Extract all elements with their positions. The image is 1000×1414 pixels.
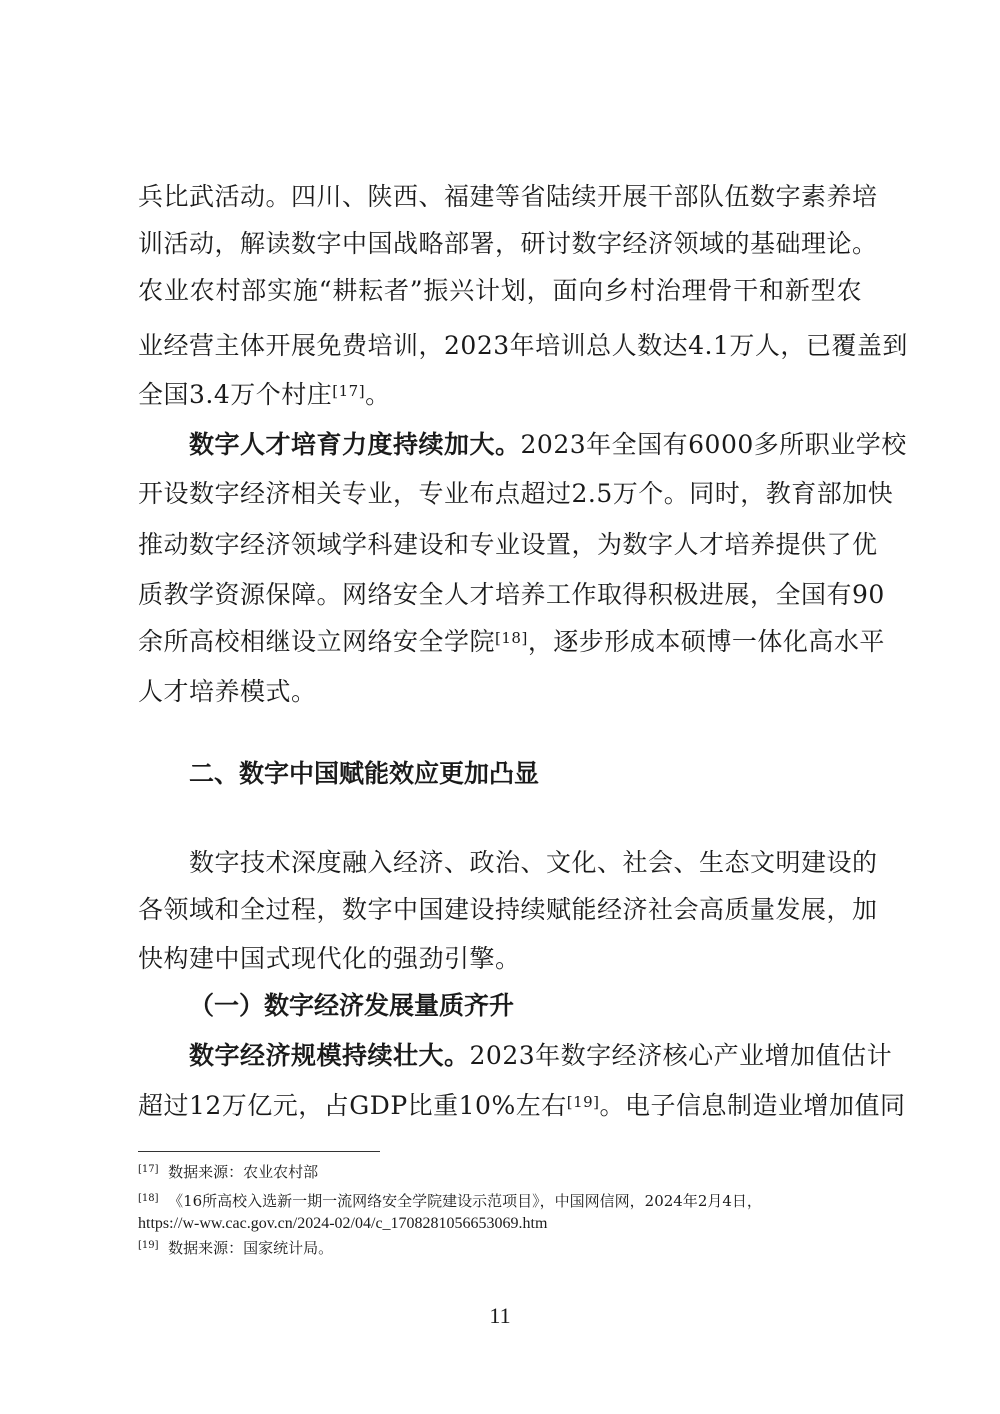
body-text-line: 开设数字经济相关专业，专业布点超过2.5万个。同时，教育部加快	[138, 479, 894, 508]
body-text-line: 兵比武活动。四川、陕西、福建等省陆续开展干部队伍数字素养培	[138, 182, 878, 211]
body-text-line	[138, 1086, 906, 1126]
footnote-text: 《16所高校入选新一期一流网络安全学院建设示范项目》，中国网信网，2024年2月4日，	[168, 1192, 762, 1210]
citation-ref[interactable]: [19]	[566, 1093, 600, 1111]
page-number: 11	[489, 1303, 511, 1328]
body-text: 2023年全国有6000多所职业学校	[520, 430, 907, 459]
body-text: 全国3.4万个村庄	[138, 380, 333, 409]
lead-sentence: 数字经济规模持续壮大。	[189, 1041, 470, 1070]
footnote-text: 数据来源：国家统计局。	[168, 1239, 334, 1257]
citation-ref[interactable]: [17]	[332, 382, 366, 400]
body-text-line	[138, 375, 862, 415]
footnote-ref: [18]	[138, 1193, 159, 1204]
lead-sentence: 数字人才培育力度持续加大。	[189, 430, 521, 459]
footnote-ref: [19]	[138, 1240, 159, 1251]
body-text-line: 数字技术深度融入经济、政治、文化、社会、生态文明建设的	[189, 848, 878, 877]
body-text: 2023年数字经济核心产业增加值估计	[469, 1041, 893, 1070]
body-text: 超过12万亿元，占GDP比重10%左右	[138, 1091, 567, 1120]
footnote-link[interactable]: https://w-ww.cac.gov.cn/2024-02/04/c_1708281056653069.htm	[138, 1215, 548, 1232]
footnote-ref: [17]	[138, 1164, 159, 1175]
body-text: 。	[365, 380, 391, 409]
body-text-line: 人才培养模式。	[138, 677, 317, 706]
footnote	[138, 1237, 333, 1259]
subsection-heading: （一）数字经济发展量质齐升	[189, 991, 515, 1020]
body-text-line	[189, 1036, 893, 1076]
body-text: ，逐步形成本硕博一体化高水平	[527, 627, 885, 656]
body-text: 余所高校相继设立网络安全学院	[138, 627, 496, 656]
footnote	[138, 1161, 318, 1183]
body-text-line: 推动数字经济领域学科建设和专业设置，为数字人才培养提供了优	[138, 530, 878, 559]
body-text-line: 质教学资源保障。网络安全人才培养工作取得积极进展，全国有90	[138, 580, 885, 609]
footnote-divider	[138, 1151, 380, 1152]
footnote-text: 数据来源：农业农村部	[168, 1163, 319, 1181]
body-text-line	[138, 622, 885, 662]
citation-ref[interactable]: [18]	[495, 629, 528, 647]
footnote	[138, 1190, 762, 1212]
body-text: 。电子信息制造业增加值同	[599, 1091, 906, 1120]
body-text-line	[189, 425, 907, 465]
body-text-line: 农业农村部实施“耕耘者”振兴计划，面向乡村治理骨干和新型农	[138, 276, 862, 305]
section-heading: 二、数字中国赋能效应更加凸显	[189, 759, 540, 788]
body-text-line: 业经营主体开展免费培训，2023年培训总人数达4.1万人，已覆盖到	[138, 331, 908, 360]
body-text-line: 各领域和全过程，数字中国建设持续赋能经济社会高质量发展，加	[138, 895, 878, 924]
body-text-line: 快构建中国式现代化的强劲引擎。	[138, 944, 521, 973]
body-text-line: 训活动，解读数字中国战略部署，研讨数字经济领域的基础理论。	[138, 229, 878, 258]
